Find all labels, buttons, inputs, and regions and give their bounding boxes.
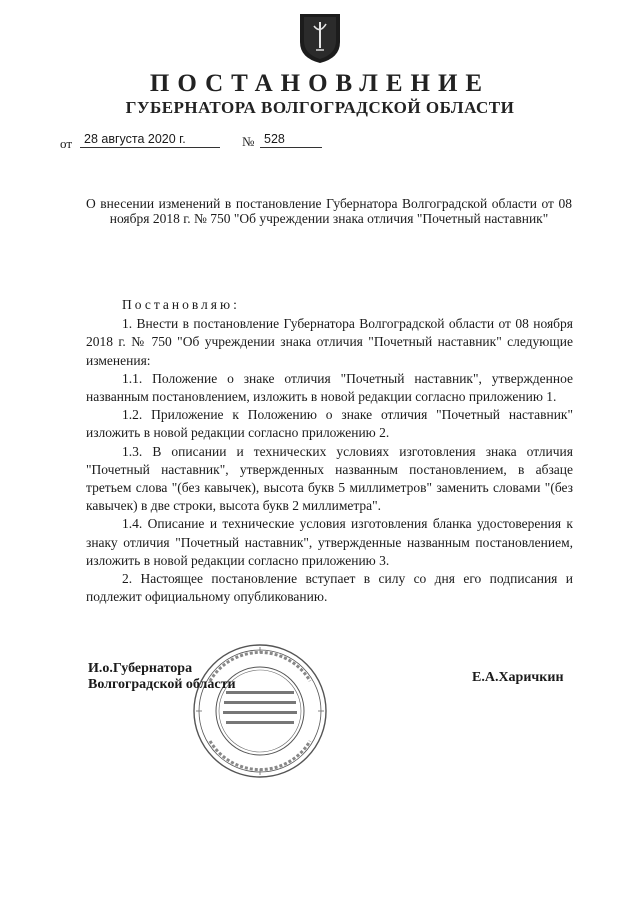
document-title: ПОСТАНОВЛЕНИЕ	[149, 70, 491, 97]
decree-word: Постановляю:	[122, 297, 240, 312]
number-label: №	[242, 134, 255, 149]
paragraph: 2. Настоящее постановление вступает в силу со дня его подписания и подлежит официальному опубликованию.	[86, 571, 573, 605]
signer-position-line2: Волгоградской области	[88, 677, 236, 692]
document-subtitle: ГУБЕРНАТОРА ВОЛГОГРАДСКОЙ ОБЛАСТИ	[125, 98, 515, 117]
document-number: 528	[260, 132, 322, 148]
paragraph: 1.4. Описание и технические условия изготовления бланка удостоверения к знаку отличия "Почетный наставник", утвержденные названным постановлением, изложить в новой редакции согласно приложению 3.	[86, 516, 573, 568]
from-label: от	[60, 136, 73, 151]
document-body	[86, 296, 573, 606]
signer-position-line1: И.о.Губернатора	[88, 661, 193, 676]
paragraph: 1.2. Приложение к Положению о знаке отличия "Почетный наставник" изложить в новой редакции согласно приложению 2.	[86, 407, 573, 441]
coat-of-arms-icon	[298, 12, 342, 64]
paragraph: 1.1. Положение о знаке отличия "Почетный наставник", утвержденное названным постановлением, изложить в новой редакции согласно приложению 1.	[86, 370, 573, 405]
signer-name: Е.А.Харичкин	[472, 670, 564, 685]
date-number-line	[0, 132, 640, 152]
paragraph: 1.3. В описании и технических условиях изготовления знака отличия "Почетный наставник", утвержденных названным постановлением, в абзаце третьем слова "(без кавычек), высота букв 5 миллиметров" заменить словами "(без кавычек) в две строки, высота букв 2 миллиметра".	[86, 443, 573, 514]
document-topic: О внесении изменений в постановление Губернатора Волгоградской области от 08 ноября 2018 г. № 750 "Об учреждении знака отличия "Почетный наставник"	[86, 196, 572, 226]
signer-position	[88, 661, 236, 693]
document-date: 28 августа 2020 г.	[80, 132, 220, 148]
paragraph: 1. Внести в постановление Губернатора Волгоградской области от 08 ноября 2018 г. № 750 "Об учреждении знака отличия "Почетный наставник" следующие изменения:	[86, 316, 573, 368]
